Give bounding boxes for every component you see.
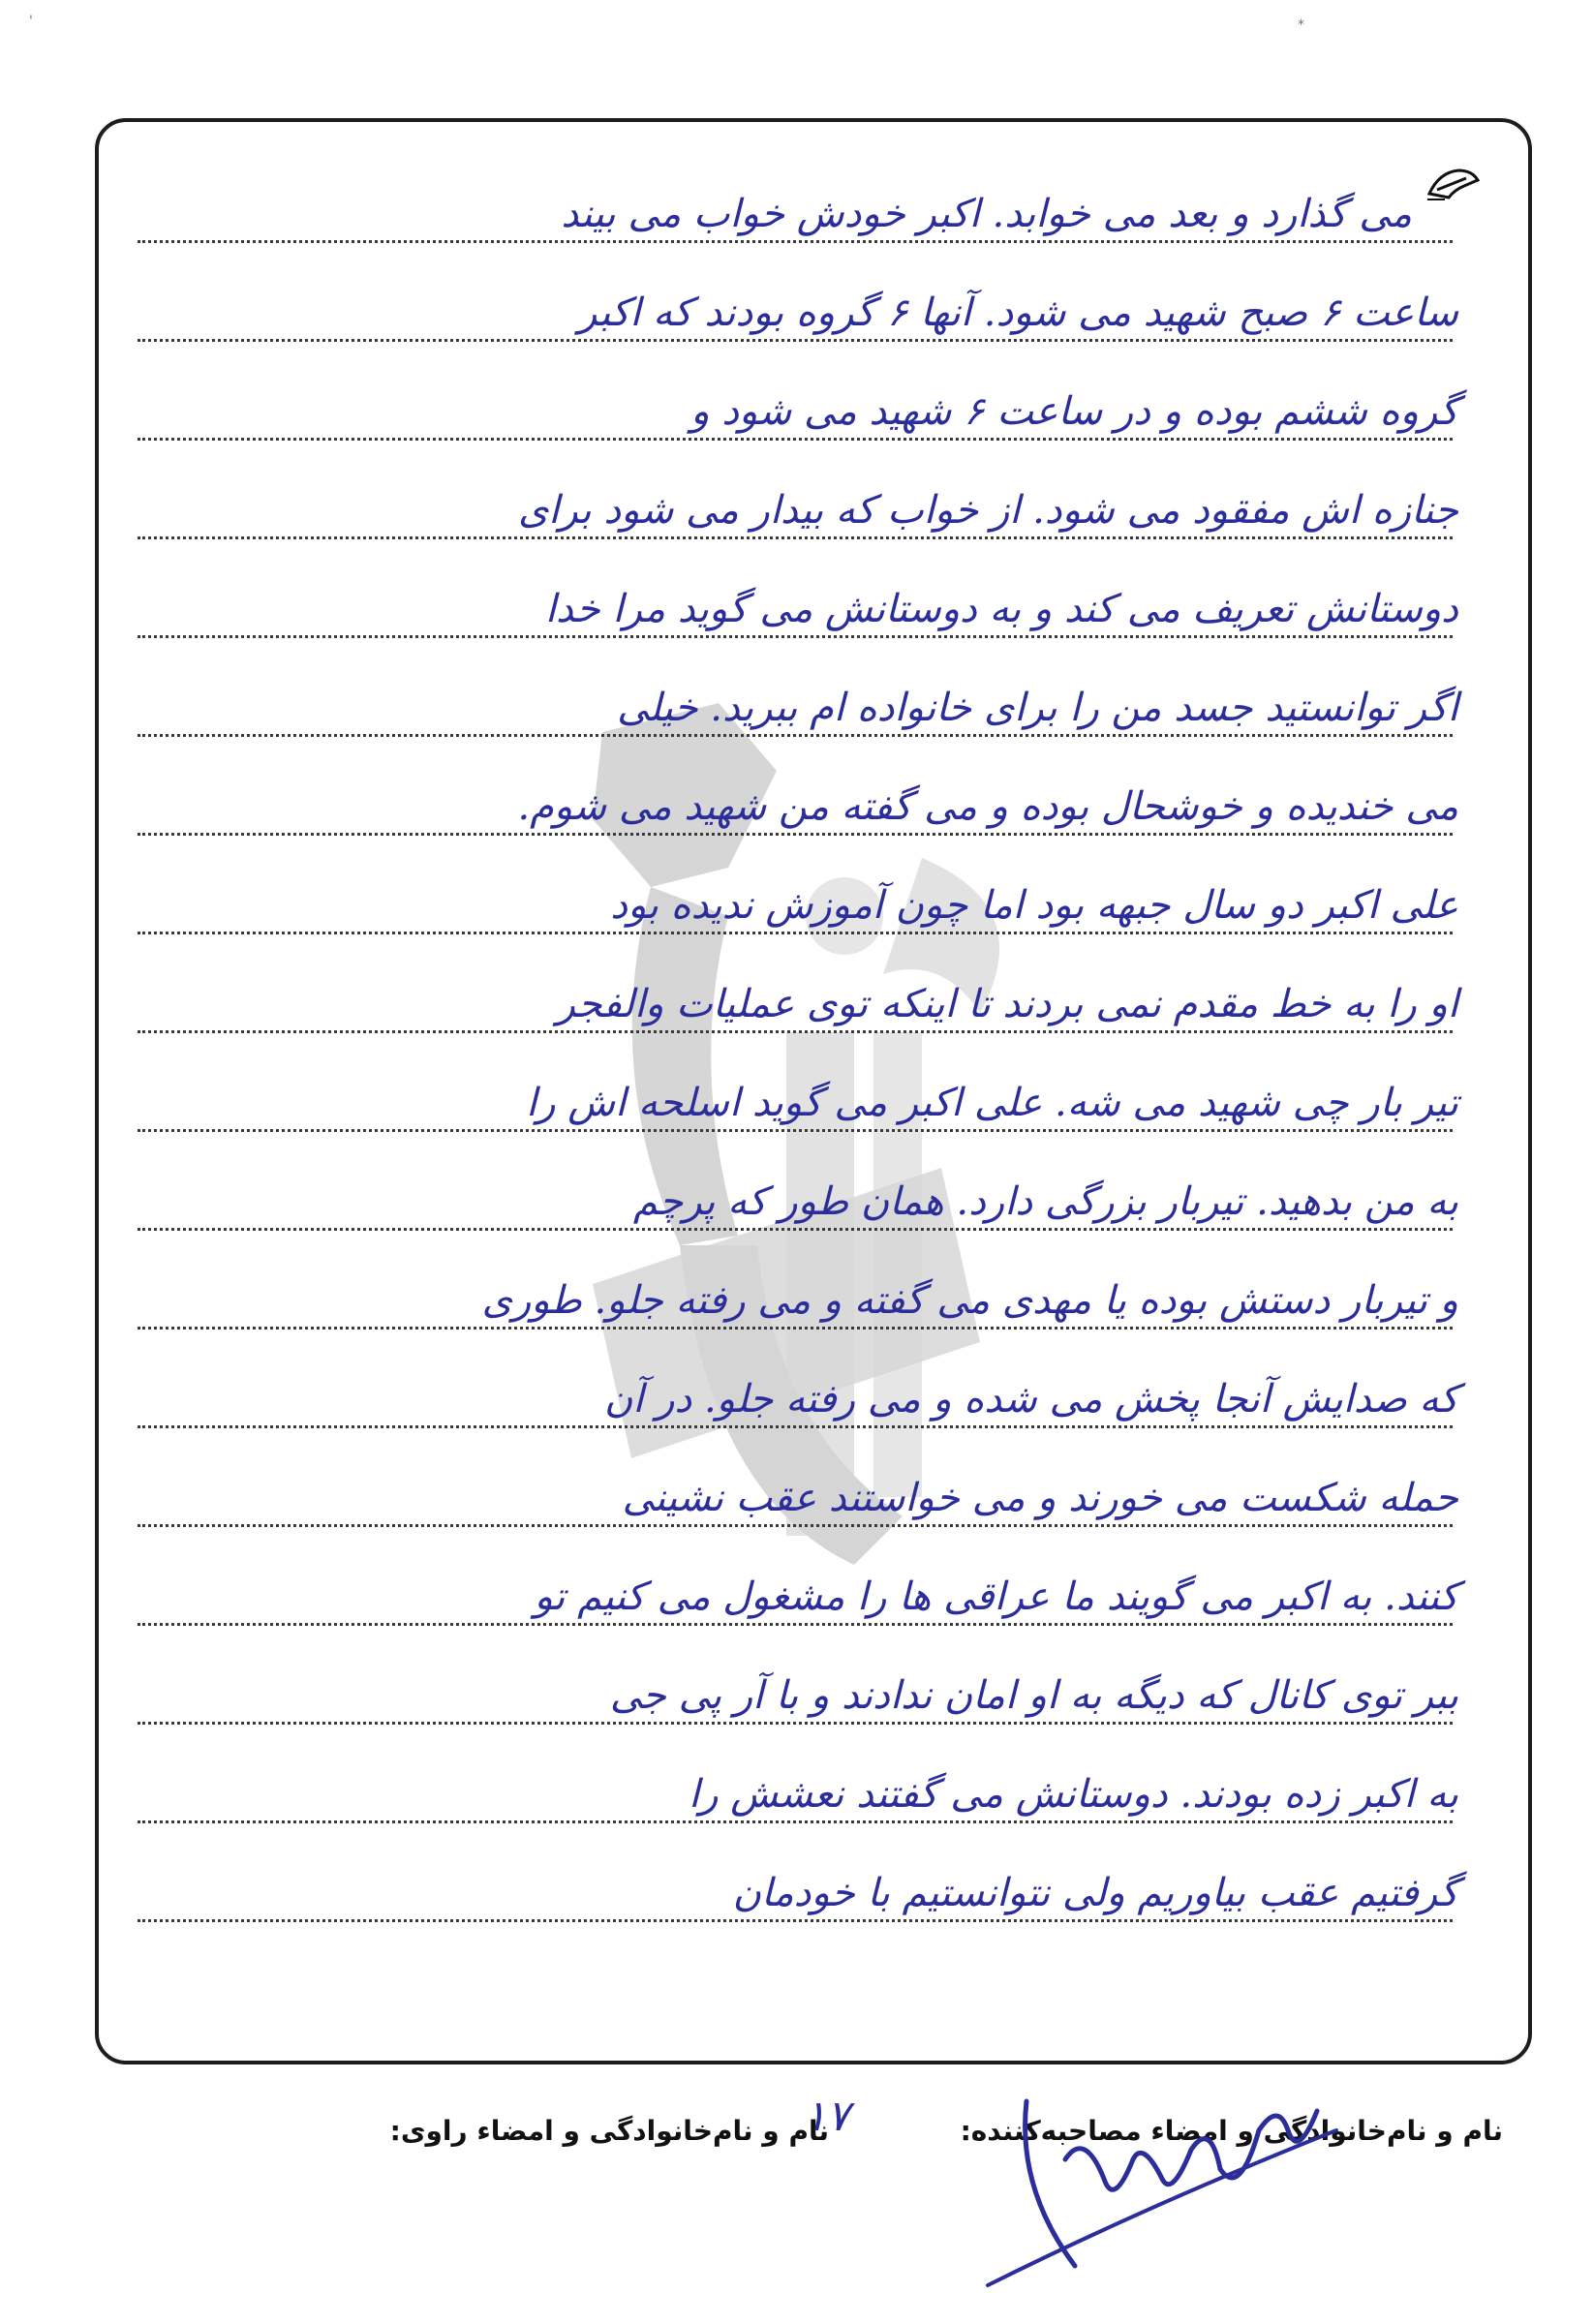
page-number: ۱۷	[804, 2092, 850, 2141]
handwritten-line: به من بدهید. تیربار بزرگی دارد. همان طور که پرچم	[632, 1179, 1458, 1224]
handwritten-line: گروه ششم بوده و در ساعت ۶ شهید می شود و	[690, 389, 1458, 434]
handwritten-line: گرفتیم عقب بیاوریم ولی نتوانستیم با خودمان	[732, 1871, 1458, 1915]
scan-mark: *	[1298, 17, 1304, 33]
scan-mark: '	[29, 14, 33, 29]
handwritten-line: تیر بار چی شهید می شه. علی اکبر می گوید اسلحه اش را	[526, 1081, 1458, 1125]
handwritten-line: اگر توانستید جسد من را برای خانواده ام ببرید. خیلی	[617, 686, 1458, 730]
handwritten-line: می گذارد و بعد می خوابد. اکبر خودش خواب می بیند	[561, 192, 1412, 236]
interviewer-signature-label: نام و نام‌خانوادگی و امضاء مصاحبه‌کننده:	[960, 2115, 1503, 2147]
handwritten-line: علی اکبر دو سال جبهه بود اما چون آموزش ندیده بود	[610, 883, 1458, 928]
handwritten-line: و تیربار دستش بوده یا مهدی می گفته و می رفته جلو. طوری	[481, 1278, 1458, 1323]
handwritten-line: او را به خط مقدم نمی بردند تا اینکه توی عملیات والفجر	[556, 982, 1458, 1026]
handwritten-line: می خندیده و خوشحال بوده و می گفته من شهید می شوم.	[517, 784, 1458, 829]
handwritten-line: ببر توی کانال که دیگه به او امان ندادند و با آر پی جی	[609, 1673, 1458, 1718]
narrator-signature-label: نام و نام‌خانوادگی و امضاء راوی:	[389, 2115, 829, 2147]
handwritten-line: دوستانش تعریف می کند و به دوستانش می گوید مرا خدا	[544, 587, 1458, 631]
handwritten-line: حمله شکست می خورند و می خواستند عقب نشینی	[622, 1476, 1458, 1520]
handwritten-line: جنازه اش مفقود می شود. از خواب که بیدار می شود برای	[518, 488, 1458, 533]
signature	[968, 2072, 1356, 2305]
handwritten-line: به اکبر زده بودند. دوستانش می گفتند نعشش را	[689, 1772, 1458, 1817]
handwritten-line: که صدایش آنجا پخش می شده و می رفته جلو. در آن	[604, 1377, 1458, 1422]
handwritten-line: کنند. به اکبر می گویند ما عراقی ها را مشغول می کنیم تو	[534, 1575, 1458, 1619]
handwritten-line: ساعت ۶ صبح شهید می شود. آنها ۶ گروه بودند که اکبر	[578, 290, 1458, 335]
